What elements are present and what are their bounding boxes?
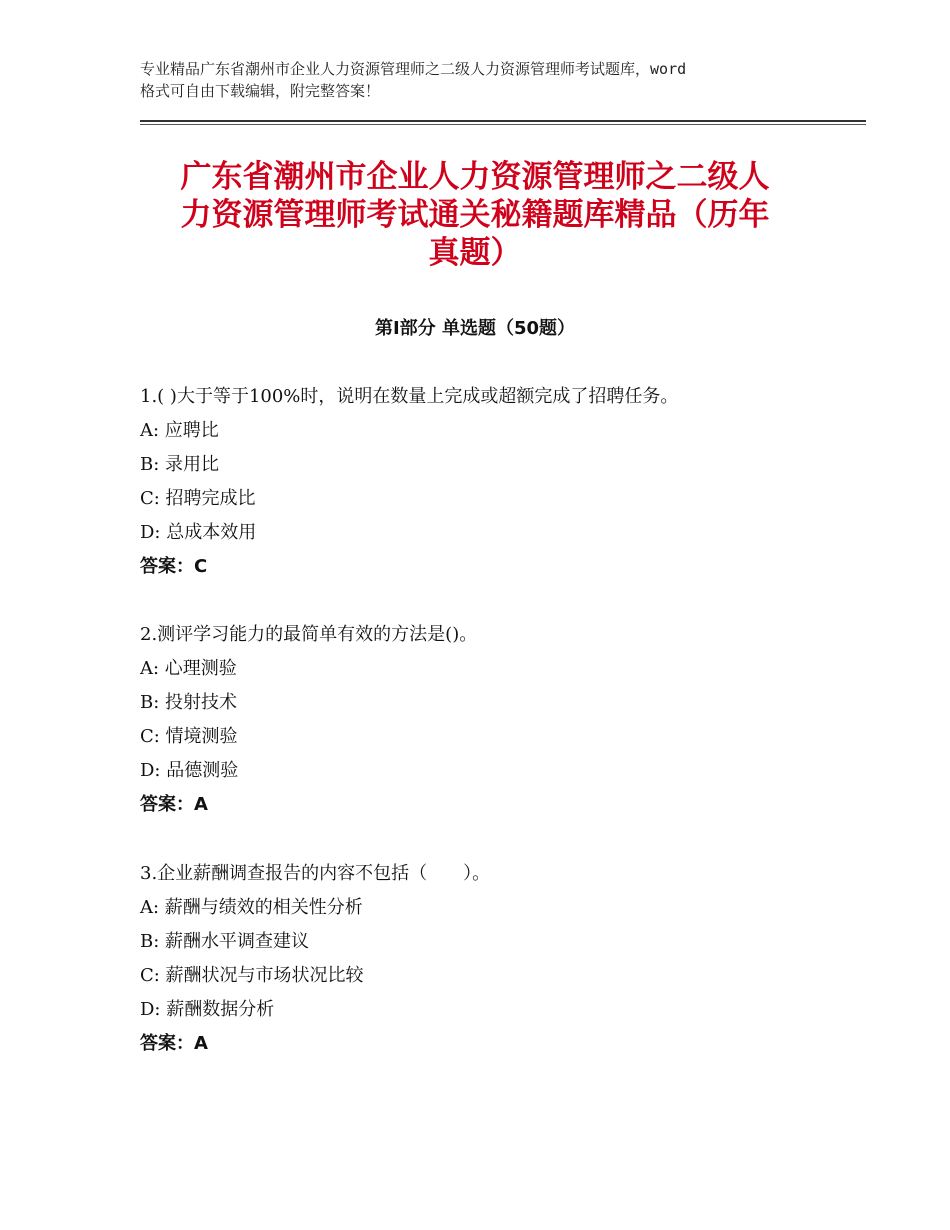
option-b: B: 薪酬水平调查建议 — [140, 931, 310, 952]
answer-value: C — [194, 556, 208, 577]
question-3 — [140, 857, 840, 1061]
document-title-line-2: 力资源管理师考试通关秘籍题库精品（历年 — [180, 197, 770, 233]
answer-line — [140, 788, 840, 822]
question-1 — [140, 380, 840, 584]
answer-label: 答案： — [140, 794, 194, 815]
option-c: C: 情境测验 — [140, 726, 238, 747]
option-c: C: 薪酬状况与市场状况比较 — [140, 965, 364, 986]
header-note — [140, 58, 830, 102]
header-divider — [140, 120, 866, 125]
answer-line — [140, 1027, 840, 1061]
option-d: D: 品德测验 — [140, 760, 239, 781]
question-stem: 1.( )大于等于100%时，说明在数量上完成或超额完成了招聘任务。 — [140, 386, 679, 407]
option-d: D: 总成本效用 — [140, 522, 257, 543]
header-note-line-2: 格式可自由下载编辑，附完整答案！ — [140, 82, 381, 100]
answer-value: A — [194, 1033, 208, 1054]
question-stem: 3.企业薪酬调查报告的内容不包括（ ）。 — [140, 863, 491, 884]
option-b: B: 录用比 — [140, 454, 220, 475]
question-stem: 2.测评学习能力的最简单有效的方法是()。 — [140, 624, 478, 645]
option-a: A: 应聘比 — [140, 420, 219, 441]
document-title — [140, 158, 810, 272]
option-a: A: 薪酬与绩效的相关性分析 — [140, 897, 363, 918]
document-title-line-3: 真题） — [428, 235, 522, 271]
answer-label: 答案： — [140, 1033, 194, 1054]
section-heading: 第Ⅰ部分 单选题（50题） — [374, 318, 575, 339]
answer-label: 答案： — [140, 556, 194, 577]
question-2 — [140, 618, 840, 822]
option-b: B: 投射技术 — [140, 692, 238, 713]
document-title-line-1: 广东省潮州市企业人力资源管理师之二级人 — [180, 159, 770, 195]
header-note-line-1: 专业精品广东省潮州市企业人力资源管理师之二级人力资源管理师考试题库，word — [140, 60, 687, 78]
option-a: A: 心理测验 — [140, 658, 237, 679]
answer-value: A — [194, 794, 208, 815]
option-d: D: 薪酬数据分析 — [140, 999, 275, 1020]
option-c: C: 招聘完成比 — [140, 488, 256, 509]
answer-line — [140, 550, 840, 584]
